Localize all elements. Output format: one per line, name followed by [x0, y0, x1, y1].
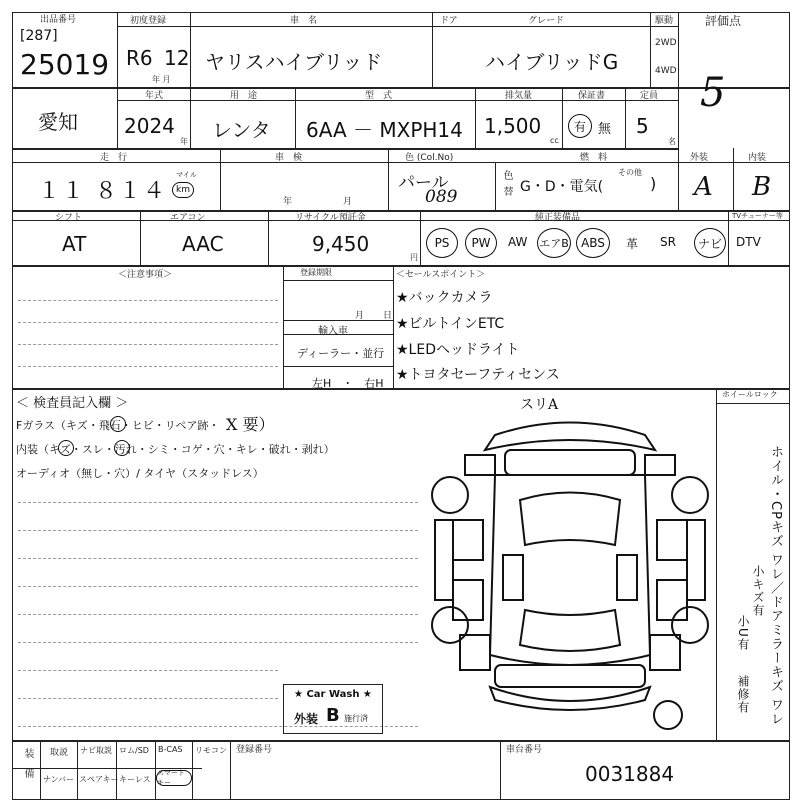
shift-value: AT [62, 232, 87, 256]
displacement-label: 排気量 [505, 91, 533, 101]
footer-c3-top: ロム/SD [119, 746, 149, 755]
shift-label: シフト [55, 213, 83, 223]
equip-leather: 革 [626, 237, 639, 251]
footer-c1-bot: ナンバー [43, 775, 75, 784]
legend-main: ホイル・CPキズ ワレ／ドアミラーキズ ワレ [768, 445, 783, 727]
warranty-yes: 有 [568, 114, 592, 138]
fuel-other: その他 [618, 168, 642, 177]
seats-label: 定員 [640, 91, 659, 101]
equip-dtv: DTV [736, 235, 761, 249]
lot-number: 25019 [20, 48, 110, 81]
use-label: 用 途 [230, 91, 258, 101]
model-code: 6AA － MXPH14 [306, 118, 463, 142]
region: 愛知 [38, 110, 78, 134]
sales-label: ＜セールスポイント＞ [396, 270, 486, 280]
first-reg-era: R6 [126, 46, 153, 70]
mileage-unit-top: マイル [176, 171, 197, 179]
footer-c4-bot: スマートキー [156, 770, 192, 786]
legend-sub-3: 補修有 [736, 675, 750, 714]
carwash-title: ★ Car Wash ★ [294, 689, 372, 700]
fuel-options: G・D・電気( [520, 179, 604, 195]
warranty-no: 無 [598, 122, 612, 137]
sales-point-2: ★ビルトインETC [396, 316, 505, 332]
mileage-unit-km: km [172, 182, 194, 198]
warranty-label: 保証書 [578, 91, 606, 101]
model-code-label: 型 式 [365, 91, 393, 101]
handle-side: 左H ・ 右H [312, 377, 384, 390]
inspection-title: ＜ 検査員記入欄 ＞ [16, 396, 129, 411]
reg-day: 日 [383, 311, 393, 321]
carwash-stamp [283, 684, 383, 734]
inspection-line-3: オーディオ（無し・穴）/ タイヤ（スタッドレス） [16, 467, 264, 480]
chassis-label: 車台番号 [506, 745, 543, 755]
wheel-lock-label: ホイールロック [722, 390, 778, 399]
inspection-year-unit: 年 [283, 197, 293, 207]
car-name-label: 車 名 [290, 16, 318, 26]
footer-c5-top: リモコン [195, 746, 227, 755]
lot-prefix: [287] [20, 28, 58, 44]
model-year: 2024 [124, 114, 175, 138]
inspection-line-2: 内装（キズ・スレ・汚れ・シミ・コゲ・穴・キレ・破れ・剥れ） [16, 443, 335, 456]
dealer-parallel: ディーラー・並行 [297, 347, 385, 360]
footer-c1-top: 取説 [50, 748, 69, 758]
exterior-grade: A [694, 172, 713, 202]
tv-tuner-label: TVチューナー等 [732, 212, 783, 220]
inspection-label: 車 検 [275, 153, 303, 163]
seats-unit: 名 [668, 137, 676, 146]
exterior-label: 外装 [690, 153, 709, 163]
inspection-month-unit: 月 [343, 197, 353, 207]
cc-unit: cc [550, 136, 559, 145]
seats-value: 5 [636, 114, 649, 138]
drive-label: 駆動 [655, 16, 674, 26]
reg-month: 月 [355, 311, 365, 321]
use-value: レンタ [212, 118, 271, 142]
mileage-label: 走 行 [100, 153, 128, 163]
recycle-value: 9,450 [312, 232, 370, 256]
equipment-label: 純正装備品 [535, 213, 581, 223]
grade-value: ハイブリッドG [485, 50, 619, 74]
import-label: 輸入車 [318, 326, 348, 337]
first-reg-label: 初度登録 [130, 16, 167, 26]
drive-2wd: 2WD [655, 38, 677, 48]
grade-label: グレード [528, 16, 565, 26]
footer-c2-top: ナビ取説 [80, 746, 112, 755]
sales-point-4: ★トヨタセーフティセンス [396, 367, 560, 383]
equip-ps: PS [426, 228, 458, 258]
car-body-diagram [425, 395, 715, 735]
color-value: パール [398, 173, 449, 193]
score-label: 評価点 [705, 14, 742, 28]
lot-no-label: 出品番号 [40, 15, 77, 25]
interior-grade: B [752, 172, 772, 202]
sales-point-1: ★バックカメラ [396, 290, 493, 306]
ac-value: AAC [182, 232, 224, 256]
recycle-unit: 円 [410, 253, 418, 262]
reg-no-label: 登録番号 [236, 745, 273, 755]
displacement: 1,500 [484, 114, 542, 138]
equip-airbag: エアB [537, 228, 571, 258]
footer-c3-bot: キーレス [119, 775, 151, 784]
door-label: ドア [440, 16, 458, 26]
carwash-prefix: 外装 [294, 712, 319, 726]
color-label: 色 (Col.No) [405, 153, 454, 163]
equip-aw: AW [508, 235, 528, 249]
first-reg-month: 12 [164, 46, 190, 70]
footer-c2-bot: スペアキー [79, 775, 119, 784]
diagram-note: スリA [520, 397, 559, 413]
drive-4wd: 4WD [655, 66, 677, 76]
inspection-line-1: Fガラス（キズ・飛石・ヒビ・リペア跡・ [16, 419, 220, 432]
car-name: ヤリスハイブリッド [205, 50, 383, 74]
sales-point-3: ★LEDヘッドライト [396, 342, 520, 358]
mileage-value: １１ ８１４ [38, 179, 167, 204]
history-label: ＜注意事項＞ [118, 270, 173, 280]
legend-sub-1: 小キズ有 [751, 565, 765, 617]
ac-label: エアコン [170, 213, 206, 223]
carwash-suffix: 施行済 [344, 714, 368, 723]
color-change-label: 色替 [501, 170, 512, 202]
equip-pw: PW [465, 228, 497, 258]
chassis-number: 0031884 [585, 762, 675, 786]
fuel-close: ) [650, 174, 657, 193]
year-unit: 年 [180, 137, 188, 146]
first-reg-unit: 年 月 [152, 75, 171, 84]
footer-c4-top: B-CAS [158, 745, 183, 754]
equip-sr: SR [660, 235, 676, 249]
recycle-label: リサイクル預託金 [295, 213, 366, 223]
score-value: 5 [700, 70, 726, 116]
legend-sub-2: 小U有 [736, 615, 750, 651]
equip-section-label: 装備 [22, 748, 33, 788]
reg-expiry-label: 登録期限 [300, 268, 332, 277]
color-code: 089 [425, 187, 458, 207]
fuel-label: 燃 料 [580, 153, 608, 163]
equip-navi: ナビ [694, 228, 726, 258]
model-year-label: 年式 [145, 91, 164, 101]
equip-abs: ABS [576, 228, 610, 258]
inspection-line-1-mark: X 要） [226, 415, 275, 434]
carwash-grade: B [326, 705, 340, 726]
interior-label: 内装 [748, 153, 767, 163]
